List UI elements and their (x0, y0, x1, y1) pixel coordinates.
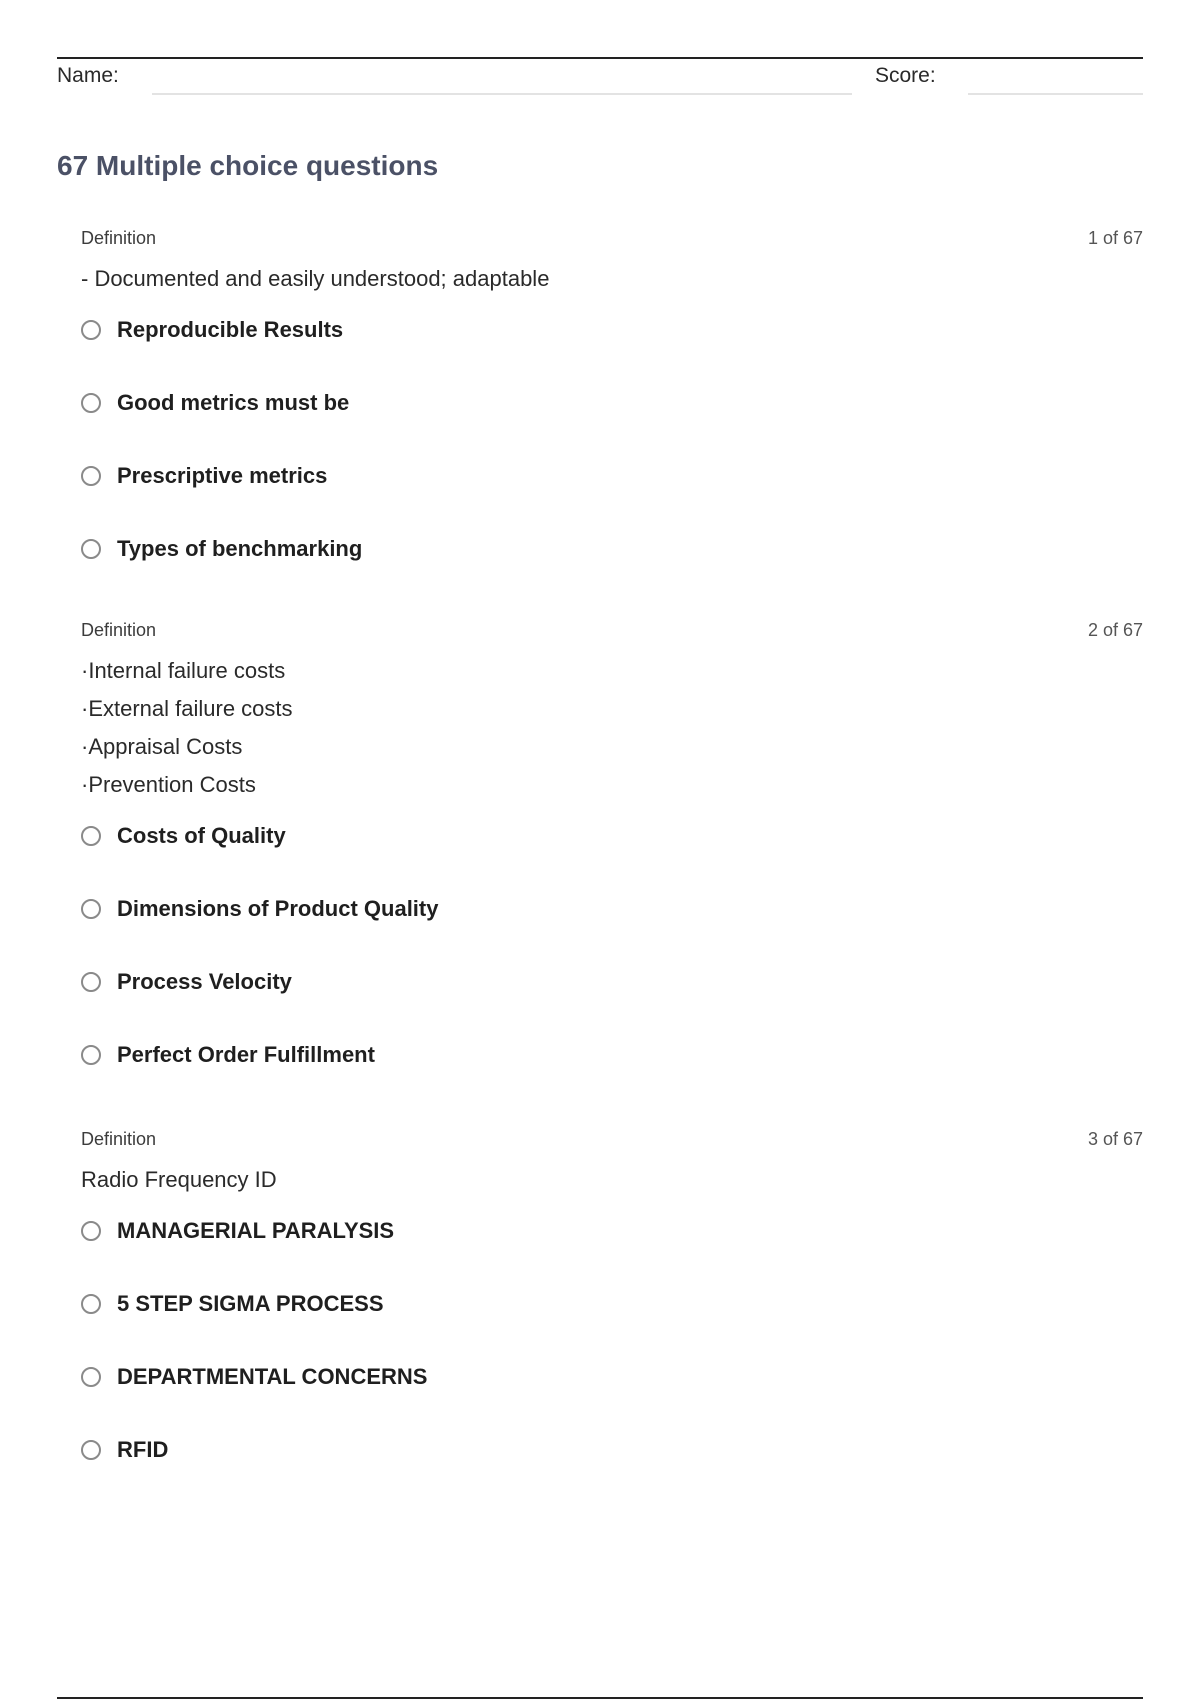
definition-line: - Documented and easily understood; adaptable (81, 266, 550, 291)
name-label: Name: (57, 64, 119, 87)
radio-button-icon[interactable] (81, 899, 101, 919)
answer-option[interactable] (81, 462, 1143, 535)
answer-option[interactable] (81, 1041, 1143, 1114)
question-label: Definition (81, 1129, 157, 1149)
answer-option-label: Reproducible Results (117, 317, 344, 342)
answer-option[interactable] (81, 316, 1143, 389)
question-1 (81, 228, 1143, 608)
radio-button-icon[interactable] (81, 539, 101, 559)
answer-option-label: MANAGERIAL PARALYSIS (117, 1218, 395, 1243)
radio-button-icon[interactable] (81, 972, 101, 992)
score-field-line[interactable] (968, 93, 1143, 95)
answer-option-label: Perfect Order Fulfillment (117, 1042, 375, 1067)
answer-option[interactable] (81, 1363, 1143, 1436)
definition-line: ·External failure costs (81, 696, 293, 721)
answer-option-label: Prescriptive metrics (117, 463, 328, 488)
score-label: Score: (875, 64, 936, 87)
answer-option-label: Costs of Quality (117, 823, 286, 848)
definition-line: ·Prevention Costs (81, 772, 256, 797)
radio-button-icon[interactable] (81, 320, 101, 340)
answer-option[interactable] (81, 1290, 1143, 1363)
radio-button-icon[interactable] (81, 393, 101, 413)
question-3 (81, 1129, 1143, 1509)
top-divider (57, 57, 1143, 59)
radio-button-icon[interactable] (81, 466, 101, 486)
answer-option-label: Types of benchmarking (117, 536, 363, 561)
answer-option[interactable] (81, 895, 1143, 968)
bottom-divider (57, 1697, 1143, 1699)
definition-line: Radio Frequency ID (81, 1167, 277, 1192)
answer-option-label: 5 STEP SIGMA PROCESS (117, 1291, 384, 1316)
question-counter: 1 of 67 (1087, 228, 1143, 248)
question-2 (81, 620, 1143, 1114)
definition-line: ·Appraisal Costs (81, 734, 243, 759)
answer-option[interactable] (81, 1217, 1143, 1290)
answer-option-label: DEPARTMENTAL CONCERNS (117, 1364, 428, 1389)
radio-button-icon[interactable] (81, 826, 101, 846)
answer-option[interactable] (81, 389, 1143, 462)
name-field-line[interactable] (152, 93, 852, 95)
radio-button-icon[interactable] (81, 1221, 101, 1241)
question-label: Definition (81, 620, 157, 640)
answer-option-label: Good metrics must be (117, 390, 350, 415)
quiz-page (57, 0, 1143, 1700)
answer-option-label: Process Velocity (117, 969, 292, 994)
answer-option[interactable] (81, 1436, 1143, 1509)
page-title: 67 Multiple choice questions (57, 150, 439, 181)
answer-option-label: Dimensions of Product Quality (117, 896, 439, 921)
question-counter: 3 of 67 (1087, 1129, 1143, 1149)
radio-button-icon[interactable] (81, 1045, 101, 1065)
answer-option[interactable] (81, 968, 1143, 1041)
answer-option[interactable] (81, 822, 1143, 895)
header-row (57, 62, 1143, 102)
radio-button-icon[interactable] (81, 1294, 101, 1314)
question-label: Definition (81, 228, 157, 248)
radio-button-icon[interactable] (81, 1367, 101, 1387)
definition-line: ·Internal failure costs (81, 658, 286, 683)
answer-option[interactable] (81, 535, 1143, 608)
radio-button-icon[interactable] (81, 1440, 101, 1460)
answer-option-label: RFID (117, 1437, 169, 1462)
question-counter: 2 of 67 (1087, 620, 1143, 640)
